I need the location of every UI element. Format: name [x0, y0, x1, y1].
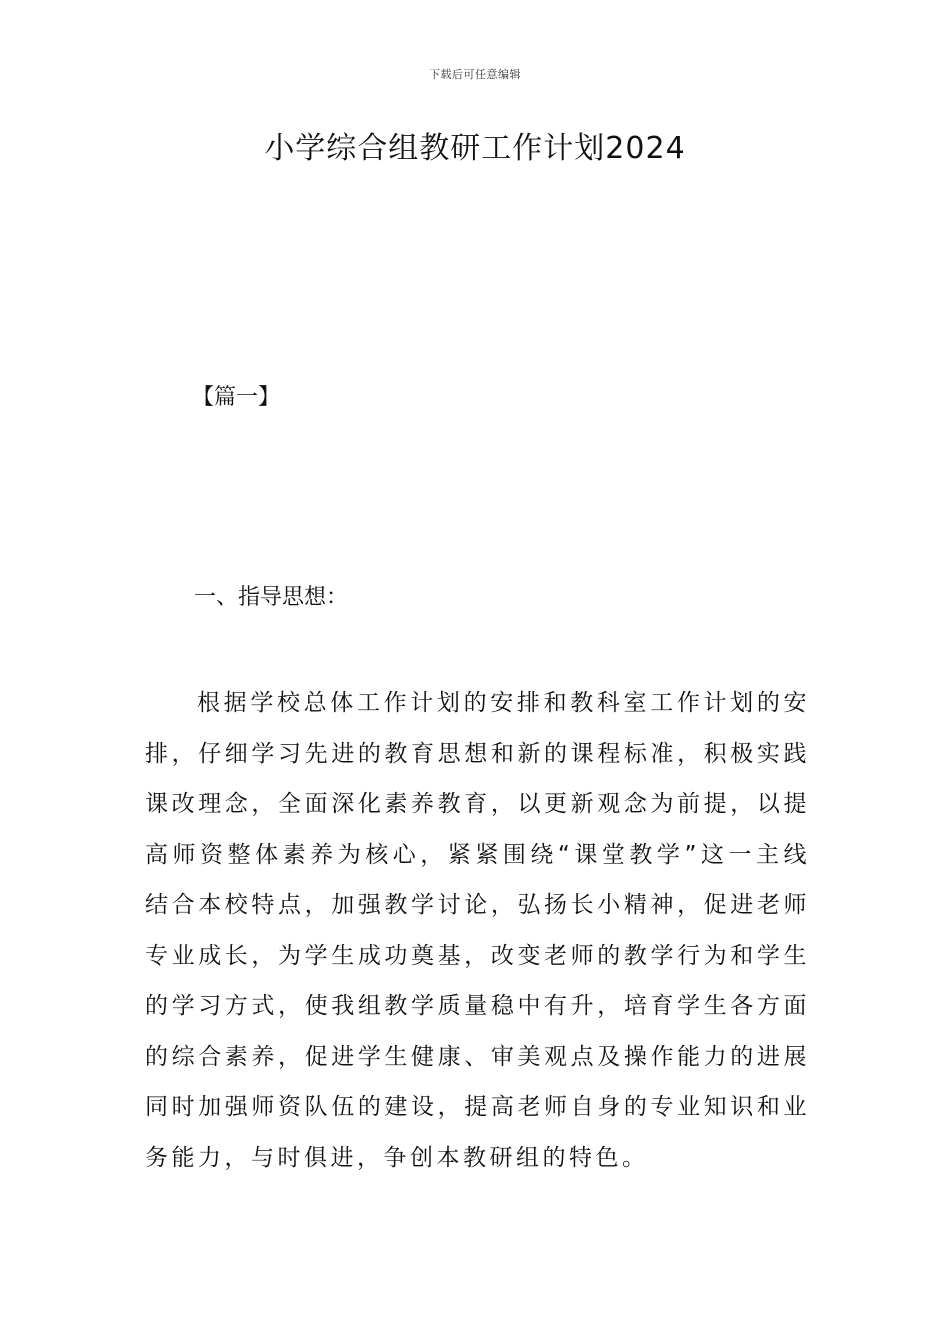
document-title: 小学综合组教研工作计划2024	[264, 131, 686, 166]
section-heading: 一、指导思想：	[194, 585, 349, 610]
section-label: 【篇一】	[192, 385, 281, 410]
body-paragraph: 根据学校总体工作计划的安排和教科室工作计划的安排，仔细学习先进的教育思想和新的课程标准，积极实践课改理念，全面深化素养教育，以更新观念为前提，以提高师资整体素养为核心，紧紧围绕“课堂教学”这一主线结合本校特点，加强教学讨论，弘扬长小精神，促进老师专业成长，为学生成功奠基，改变老师的教学行为和学生的学习方式，使我组教学质量稳中有升，培育学生各方面的综合素养，促进学生健康、审美观点及操作能力的进展同时加强师资队伍的建设，提高老师自身的专业知识和业务能力，与时俱进，争创本教研组的特色。	[145, 690, 810, 1171]
header-note: 下载后可任意编辑	[429, 68, 521, 81]
